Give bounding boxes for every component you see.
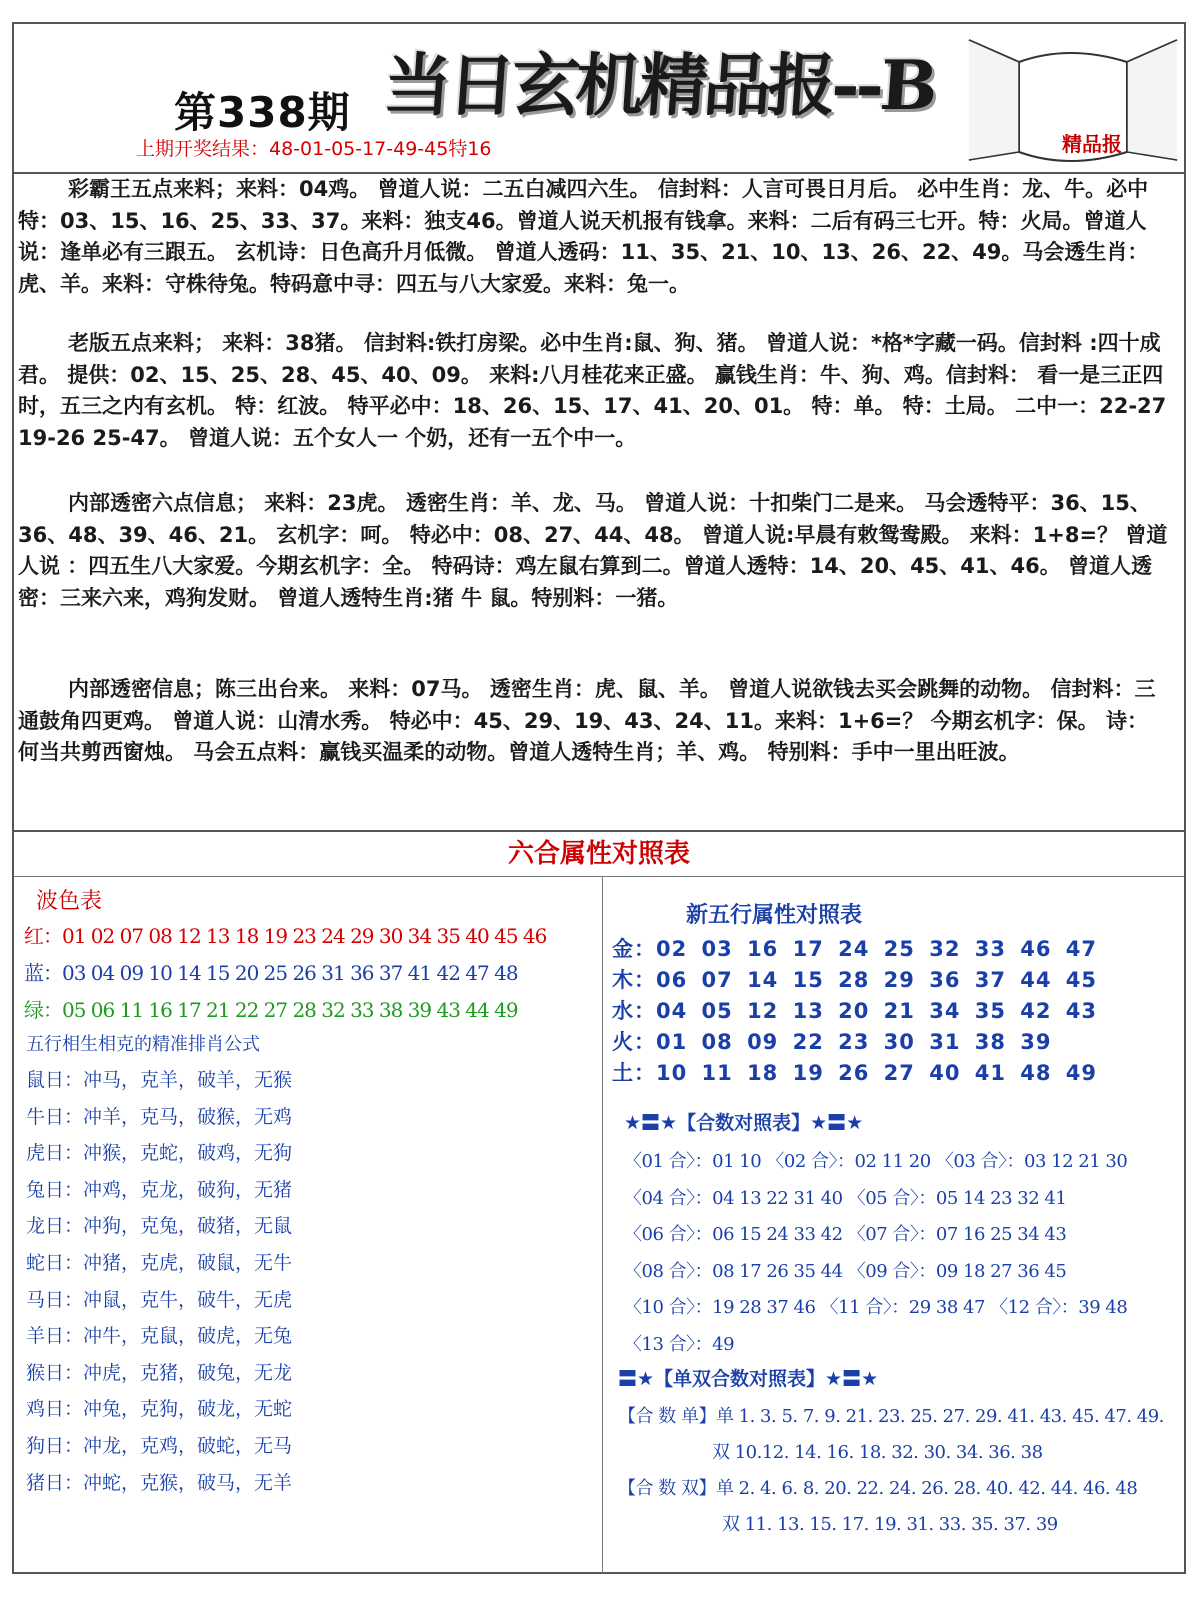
sum-odd-row: 【合 数 单】单 1. 3. 5. 7. 9. 21. 23. 25. 27. 29. 41. 43. 45. 47. 49. bbox=[618, 1406, 1164, 1427]
odd-even-title: 〓★【单双合数对照表】★〓★ bbox=[618, 1368, 879, 1390]
column-divider bbox=[602, 876, 603, 1574]
table-title-line bbox=[14, 876, 1184, 877]
header bbox=[14, 24, 1184, 174]
paragraph-4: 内部透密信息；陈三出台来。 来料：07马。 透密生肖：虎、鼠、羊。 曾道人说欲钱去买会跳舞的动物。 信封料：三通鼓角四更鸡。 曾道人说：山清水秀。 特必中：45、29、19、43、24、11。来料：1+6=？ 今期玄机字：保。 诗：何当共剪西窗烛。 马会五点料：赢钱买温柔的动物。曾道人透特生肖；羊、鸡。 特别料：手中一里出旺波。 bbox=[18, 677, 1156, 764]
wave-title: 波色表 bbox=[36, 889, 103, 914]
heshu-row: 〈10 合〉：19 28 37 46 〈11 合〉：29 38 47 〈12 合〉：39 48 bbox=[624, 1297, 1128, 1318]
newspaper-frame bbox=[12, 22, 1186, 1574]
day-list bbox=[26, 1062, 292, 1501]
heshu-row: 〈06 合〉：06 15 24 33 42 〈07 合〉：07 16 25 34 43 bbox=[624, 1224, 1067, 1245]
sum-even-row-even-part: 双 11. 13. 15. 17. 19. 31. 33. 35. 37. 39 bbox=[722, 1514, 1058, 1535]
wuxing-row-earth: 土：10 11 18 19 26 27 40 41 48 49 bbox=[612, 1061, 1098, 1085]
day-row: 鼠日：冲马，克羊，破羊，无猴 bbox=[26, 1069, 293, 1091]
wuxing-row-metal: 金：02 03 16 17 24 25 32 33 46 47 bbox=[612, 937, 1098, 961]
sum-odd-row-even-part: 双 10.12. 14. 16. 18. 32. 30. 34. 36. 38 bbox=[712, 1442, 1043, 1463]
wave-row-red: 红：01 02 07 08 12 13 18 19 23 24 29 30 34 35 40 45 46 bbox=[24, 924, 547, 948]
heshu-list bbox=[624, 1144, 1127, 1363]
sum-even-row: 【合 数 双】单 2. 4. 6. 8. 20. 22. 24. 26. 28. 40. 42. 44. 46. 48 bbox=[618, 1478, 1138, 1499]
table-title: 六合属性对照表 bbox=[507, 839, 690, 869]
formula-title: 五行相生相克的精准排肖公式 bbox=[26, 1034, 260, 1055]
day-row: 蛇日：冲猪，克虎，破鼠，无牛 bbox=[26, 1251, 293, 1274]
wuxing-row-water: 水：04 05 12 13 20 21 34 35 42 43 bbox=[612, 999, 1098, 1023]
wuxing-list bbox=[612, 934, 1097, 1089]
heshu-row: 〈13 合〉：49 bbox=[624, 1333, 735, 1355]
heshu-row: 〈08 合〉：08 17 26 35 44 〈09 合〉：09 18 27 36 45 bbox=[624, 1260, 1067, 1282]
day-row: 虎日：冲猴，克蛇，破鸡，无狗 bbox=[26, 1142, 293, 1165]
wuxing-row-fire: 火：01 08 09 22 23 30 31 38 39 bbox=[612, 1030, 1052, 1054]
issue-number: 第338期 bbox=[174, 88, 351, 137]
day-row: 鸡日：冲兔，克狗，破龙，无蛇 bbox=[26, 1398, 293, 1421]
banner-title: 当日玄机精品报--B bbox=[380, 46, 937, 126]
wave-row-green: 绿：05 06 11 16 17 21 22 27 28 32 33 38 39 43 44 49 bbox=[24, 998, 518, 1022]
heshu-row: 〈01 合〉：01 10 〈02 合〉：02 11 20 〈03 合〉：03 12 21 30 bbox=[624, 1151, 1128, 1172]
wave-row-blue: 蓝：03 04 09 10 14 15 20 25 26 31 36 37 41 42 47 48 bbox=[24, 961, 518, 985]
scroll-label: 精品报 bbox=[1062, 132, 1122, 156]
day-row: 猪日：冲蛇，克猴，破马，无羊 bbox=[26, 1471, 293, 1494]
day-row: 兔日：冲鸡，克龙，破狗，无猪 bbox=[26, 1178, 293, 1201]
day-row: 龙日：冲狗，克兔，破猪，无鼠 bbox=[26, 1215, 293, 1238]
article-body bbox=[14, 174, 1184, 840]
last-result: 上期开奖结果：48-01-05-17-49-45特16 bbox=[136, 138, 492, 160]
heshu-row: 〈04 合〉：04 13 22 31 40 〈05 合〉：05 14 23 32 41 bbox=[624, 1187, 1067, 1209]
day-row: 猴日：冲虎，克猪，破兔，无龙 bbox=[26, 1361, 293, 1384]
day-row: 牛日：冲羊，克马，破猴，无鸡 bbox=[26, 1105, 293, 1128]
heshu-title: ★〓★【合数对照表】★〓★ bbox=[624, 1112, 864, 1134]
paragraph-2: 老版五点来料； 来料：38猪。 信封料:铁打房梁。必中生肖:鼠、狗、猪。 曾道人说：*格*字藏一码。信封料 :四十成君。 提供：02、15、25、28、45、40、09。 来料:八月桂花来正盛。 赢钱生肖：牛、狗、鸡。信封料： 看一是三正四时，五三之内有玄机。 特：红波。 特平必中：18、26、15、17、41、20、01。 特：单。 特：土局。 二中一：22-27 19-26 25-47。 曾道人说：五个女人一 个奶，还有一五个中一。 bbox=[18, 331, 1167, 450]
paragraph-3: 内部透密六点信息； 来料：23虎。 透密生肖：羊、龙、马。 曾道人说：十扣柴门二是来。 马会透特平：36、15、36、48、39、46、21。 玄机字：呵。 特必中：08、27、44、48。 曾道人说:早晨有敕鸳鸯殿。 来料：1+8=？ 曾道人说 ：四五生八大家爱。今期玄机字：全。 特码诗：鸡左鼠右算到二。曾道人透特：14、20、45、41、46。 曾道人透密：三来六来，鸡狗发财。 曾道人透特生肖:猪 牛 鼠。特别料：一猪。 bbox=[18, 491, 1168, 610]
day-row: 羊日：冲牛，克鼠，破虎，无兔 bbox=[26, 1325, 293, 1348]
wuxing-title: 新五行属性对照表 bbox=[686, 903, 863, 928]
wuxing-row-wood: 木：06 07 14 15 28 29 36 37 44 45 bbox=[612, 968, 1098, 992]
paragraph-1: 彩霸王五点来料；来料：04鸡。 曾道人说：二五白减四六生。 信封料：人言可畏日月后。 必中生肖：龙、牛。必中特：03、15、16、25、33、37。来料：独支46。曾道人说天机报有钱拿。来料：二后有码三七开。特：火局。曾道人说：逢单必有三跟五。 玄机诗：日色高升月低微。 曾道人透码：11、35、21、10、13、26、22、49。马会透生肖：虎、羊。来料：守株待兔。特码意中寻：四五与八大家爱。来料：兔一。 bbox=[18, 177, 1149, 296]
day-row: 马日：冲鼠，克牛，破牛，无虎 bbox=[26, 1288, 293, 1311]
day-row: 狗日：冲龙，克鸡，破蛇，无马 bbox=[26, 1434, 293, 1457]
